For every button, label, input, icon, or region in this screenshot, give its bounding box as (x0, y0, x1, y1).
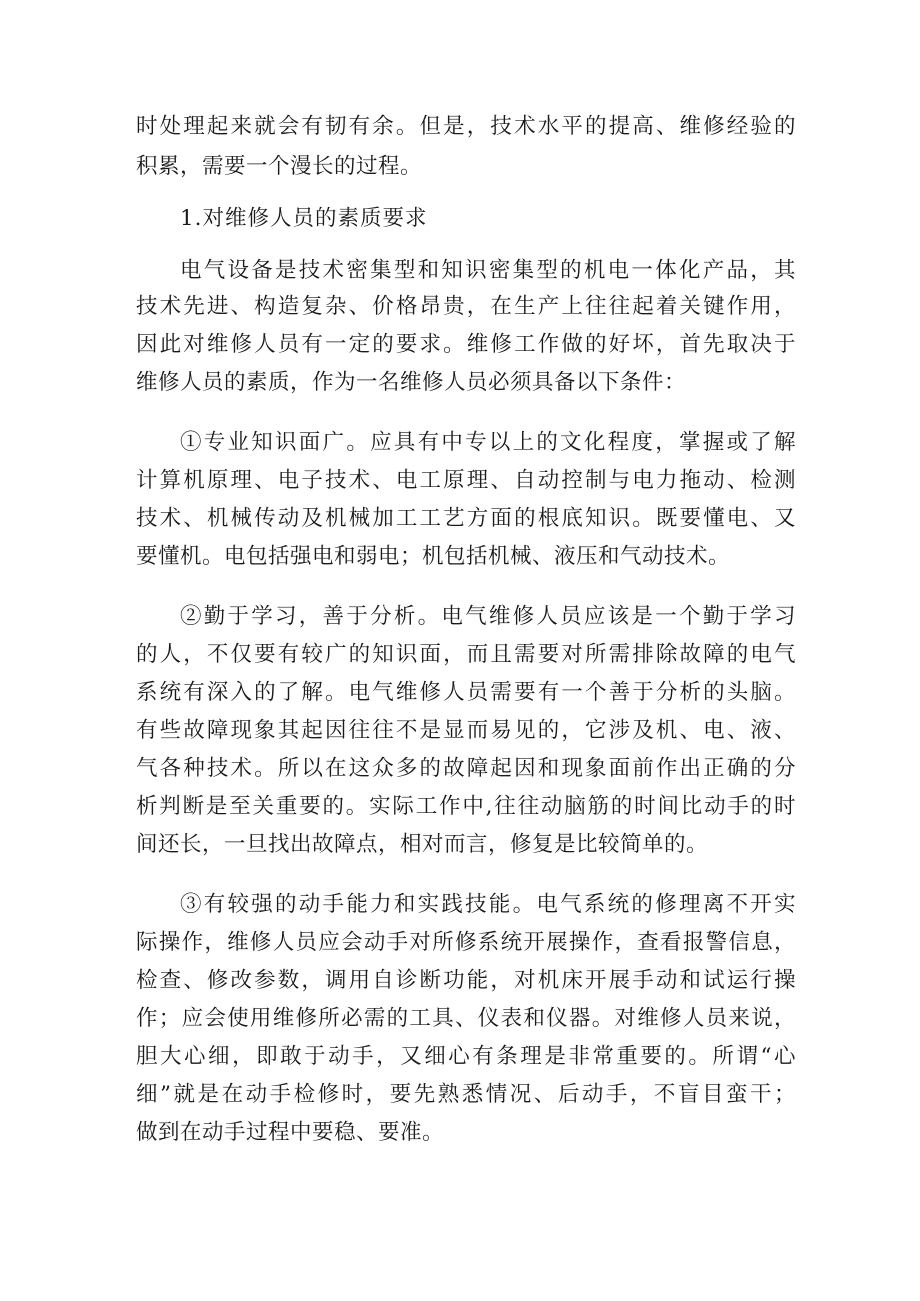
p3-line-1: ②勤于学习，善于分析。电气维修人员应该是一个勤于学习 (180, 604, 796, 629)
p4-line-2: 际操作，维修人员应会动手对所修系统开展操作，查看报警信息， (136, 930, 796, 955)
p4-line-3: 检查、修改参数，调用自诊断功能，对机床开展手动和试运行操 (136, 968, 796, 993)
intro-line-1: 时处理起来就会有韧有余。但是，技术水平的提高、维修经验的 (136, 114, 796, 139)
p1-line-2: 技术先进、构造复杂、价格昂贵，在生产上往往起着关键作用， (136, 294, 796, 319)
p3-line-5: 气各种技术。所以在这众多的故障起因和现象面前作出正确的分 (136, 756, 796, 781)
p3-line-4: 有些故障现象其起因往往不是显而易见的，它涉及机、电、液、 (136, 718, 796, 743)
p4-line-7: 做到在动手过程中要稳、要准。 (136, 1120, 445, 1145)
p2-line-2: 计算机原理、电子技术、电工原理、自动控制与电力拖动、检测 (136, 468, 796, 493)
p3-line-7: 间还长，一旦找出故障点，相对而言，修复是比较简单的。 (136, 832, 709, 857)
intro-line-2: 积累，需要一个漫长的过程。 (136, 154, 423, 179)
p4-line-1: ③有较强的动手能力和实践技能。电气系统的修理离不开实 (180, 892, 796, 917)
p1-line-3: 因此对维修人员有一定的要求。维修工作做的好坏，首先取决于 (136, 332, 796, 357)
p4-line-4: 作；应会使用维修所必需的工具、仪表和仪器。对维修人员来说， (136, 1006, 796, 1031)
p2-line-4: 要懂机。电包括强电和弱电；机包括机械、液压和气动技术。 (136, 544, 731, 569)
p4-line-6: 细”就是在动手检修时，要先熟悉情况、后动手，不盲目蛮干； (136, 1082, 796, 1107)
p2-line-3: 技术、机械传动及机械加工工艺方面的根底知识。既要懂电、又 (136, 506, 796, 531)
section-heading: 1.对维修人员的素质要求 (180, 206, 428, 231)
p2-line-1: ①专业知识面广。应具有中专以上的文化程度，掌握或了解 (180, 430, 796, 455)
p3-line-2: 的人，不仅要有较广的知识面，而且需要对所需排除故障的电气 (136, 642, 796, 667)
p1-line-1: 电气设备是技术密集型和知识密集型的机电一体化产品，其 (180, 258, 796, 283)
p3-line-3: 系统有深入的了解。电气维修人员需要有一个善于分析的头脑。 (136, 680, 796, 705)
p1-line-4: 维修人员的素质，作为一名维修人员必须具备以下条件： (136, 370, 687, 395)
p4-line-5: 胆大心细，即敢于动手，又细心有条理是非常重要的。所谓“心 (136, 1044, 796, 1069)
p3-line-6: 析判断是至关重要的。实际工作中,往往动脑筋的时间比动手的时 (136, 794, 796, 819)
